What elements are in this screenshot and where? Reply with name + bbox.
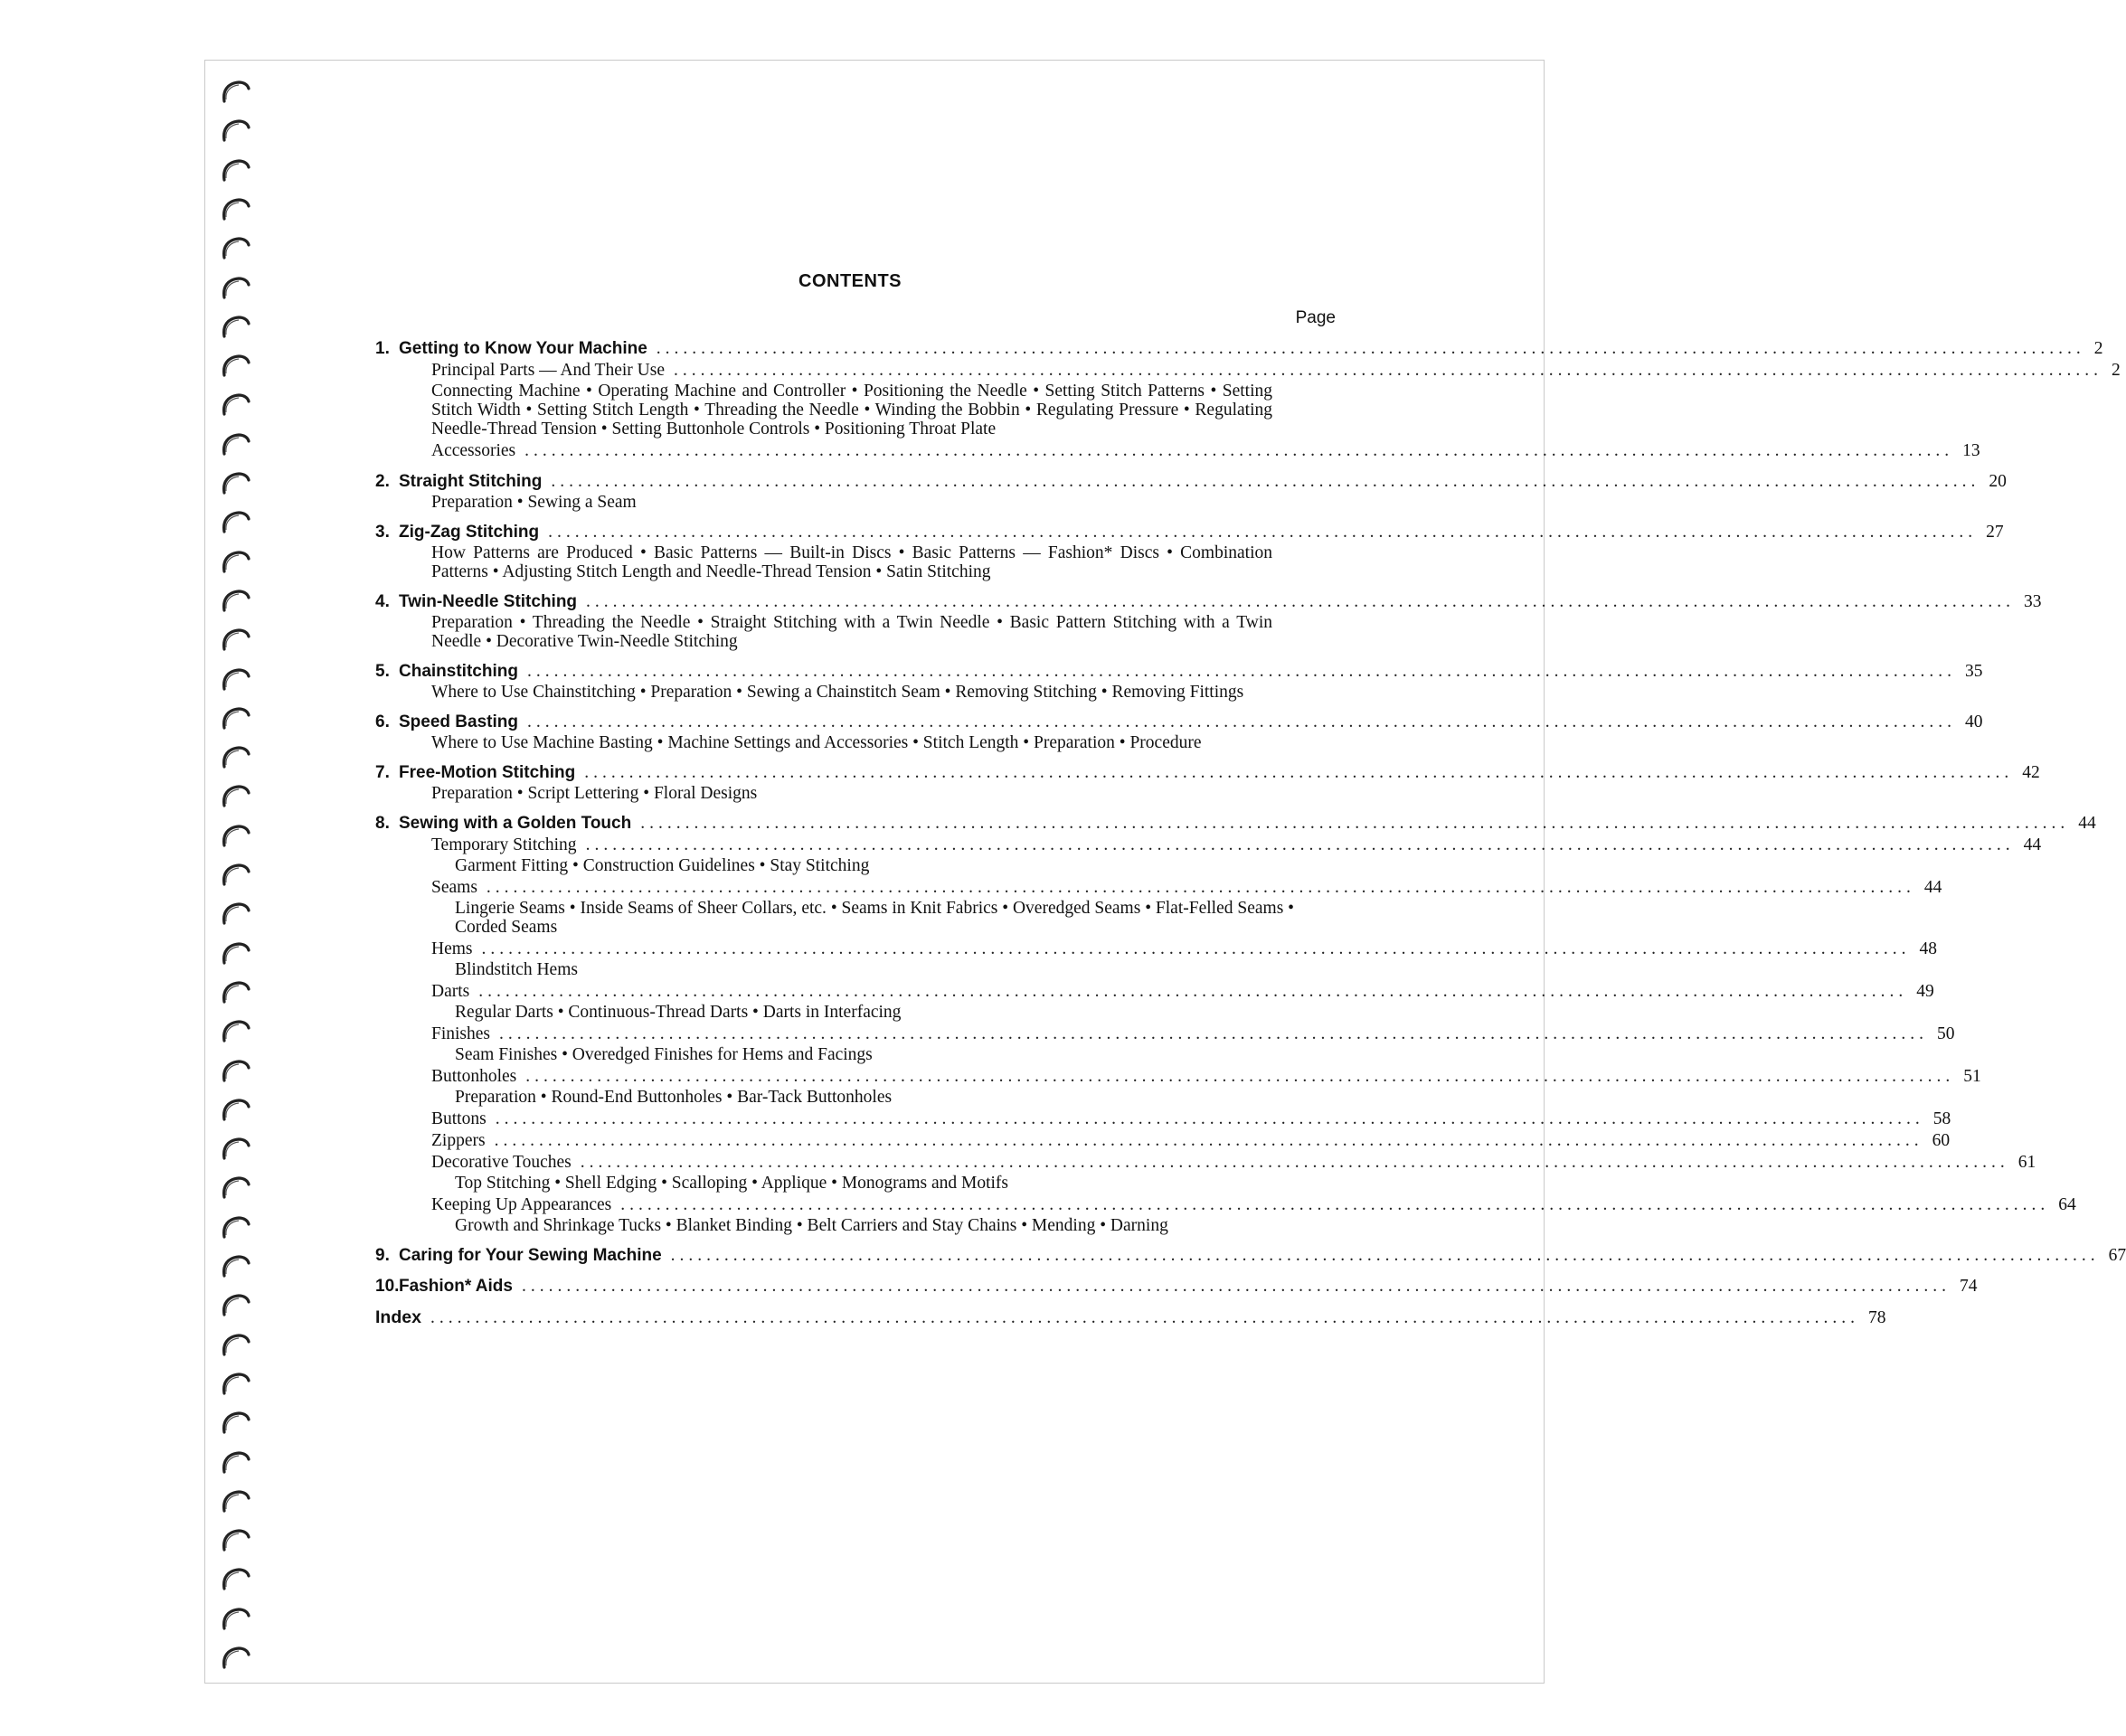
section-title: Keeping Up Appearances xyxy=(431,1195,612,1214)
chapter-number: 8. xyxy=(375,814,390,833)
dot-leader: ................................................................................................................................................................ xyxy=(586,592,2016,611)
chapter-number: 2. xyxy=(375,472,390,491)
toc-description: Preparation • Threading the Needle • Straight Stitching with a Twin Needle • Basic Pattern Stitching with a Twin Needle • Decorative Twin-Needle Stitching xyxy=(431,613,1272,651)
toc-chapter[interactable] xyxy=(375,1246,2126,1266)
page-title: CONTENTS xyxy=(798,271,902,291)
chapter-number: 1. xyxy=(375,339,390,358)
spiral-coil xyxy=(221,1565,251,1592)
spiral-coil xyxy=(221,1135,251,1162)
chapter-title: Twin-Needle Stitching xyxy=(399,592,578,611)
dot-leader: ................................................................................................................................................................ xyxy=(486,878,1915,897)
toc-chapter[interactable] xyxy=(375,814,2096,834)
page-number: 20 xyxy=(1989,472,2007,491)
chapter-title: Caring for Your Sewing Machine xyxy=(399,1246,662,1265)
section-title: Buttonholes xyxy=(431,1067,517,1086)
spiral-coil xyxy=(221,234,251,261)
spiral-coil xyxy=(221,743,251,770)
dot-leader: ................................................................................................................................................................ xyxy=(524,441,1954,460)
toc-chapter[interactable] xyxy=(375,1277,1978,1297)
chapter-number: 4. xyxy=(375,592,390,611)
dot-leader: ................................................................................................................................................................ xyxy=(478,982,1908,1001)
spiral-coil xyxy=(221,626,251,653)
chapter-title: Sewing with a Golden Touch xyxy=(399,814,632,833)
chapter-title: Fashion* Aids xyxy=(399,1277,513,1296)
chapter-number: 5. xyxy=(375,662,390,681)
page-number: 42 xyxy=(2022,763,2040,782)
toc-section[interactable] xyxy=(375,441,1980,461)
spiral-coil xyxy=(221,548,251,575)
toc-description: Growth and Shrinkage Tucks • Blanket Binding • Belt Carriers and Stay Chains • Mending • Darning xyxy=(455,1216,1168,1235)
spiral-coil xyxy=(221,274,251,301)
section-title: Darts xyxy=(431,982,470,1001)
toc-description: Connecting Machine • Operating Machine and Controller • Positioning the Needle • Setting Stitch Patterns • Setting Stitch Width • Setting Stitch Length • Threading the Needle • Winding the Bobbin • Regulating Pressure • Regulating Needle-Thread Tension • Setting Buttonhole Controls • Positioning Throat Plate xyxy=(431,382,1272,439)
page-number: 61 xyxy=(2017,1153,2036,1172)
spiral-coil xyxy=(221,704,251,731)
spiral-coil xyxy=(221,978,251,1005)
toc-chapter[interactable] xyxy=(375,763,2040,783)
spiral-coil xyxy=(221,1096,251,1123)
dot-leader: ................................................................................................................................................................ xyxy=(640,814,2070,833)
spiral-coil xyxy=(221,1526,251,1553)
page-column-header: Page xyxy=(1295,308,1336,327)
toc-chapter[interactable] xyxy=(375,523,2004,542)
dot-leader: ................................................................................................................................................................ xyxy=(620,1195,2050,1214)
page-number: 78 xyxy=(1867,1308,1886,1327)
spiral-coil xyxy=(221,1017,251,1044)
spiral-coil xyxy=(221,587,251,614)
spiral-coil xyxy=(221,1448,251,1476)
toc-description: Lingerie Seams • Inside Seams of Sheer Collars, etc. • Seams in Knit Fabrics • Overedged Seams • Flat-Felled Seams • Corded Seams xyxy=(455,899,1294,937)
spiral-coil xyxy=(221,313,251,340)
page-number: 27 xyxy=(1986,523,2004,542)
spiral-coil xyxy=(221,1409,251,1436)
chapter-title: Free-Motion Stitching xyxy=(399,763,576,782)
spiral-coil xyxy=(221,508,251,535)
toc-section[interactable] xyxy=(375,835,2042,855)
section-title: Hems xyxy=(431,939,473,958)
dot-leader: ................................................................................................................................................................ xyxy=(526,712,1956,731)
toc-section[interactable] xyxy=(375,1131,1951,1151)
dot-leader: ................................................................................................................................................................ xyxy=(674,361,2102,380)
toc-entries xyxy=(375,339,2126,1328)
dot-leader: ................................................................................................................................................................ xyxy=(481,939,1911,958)
toc-chapter[interactable] xyxy=(375,472,2007,492)
toc-description: Preparation • Script Lettering • Floral Designs xyxy=(431,784,758,803)
spiral-coil xyxy=(221,1605,251,1632)
chapter-number: 9. xyxy=(375,1246,390,1265)
spiral-coil xyxy=(221,900,251,927)
spiral-coil xyxy=(221,469,251,496)
dot-leader: ................................................................................................................................................................ xyxy=(526,662,1956,681)
spiral-coil xyxy=(221,195,251,222)
toc-chapter[interactable] xyxy=(375,339,2103,359)
spiral-coil xyxy=(221,1644,251,1671)
chapter-number: 3. xyxy=(375,523,390,542)
dot-leader: ................................................................................................................................................................ xyxy=(580,1153,2009,1172)
spiral-coil xyxy=(221,782,251,809)
page-number: 50 xyxy=(1937,1024,1955,1043)
page-number: 58 xyxy=(1932,1109,1951,1128)
section-title: Buttons xyxy=(431,1109,487,1128)
dot-leader: ................................................................................................................................................................ xyxy=(521,1277,1951,1296)
page-number: 64 xyxy=(2058,1195,2076,1214)
section-title: Accessories xyxy=(431,441,516,460)
chapter-title: Straight Stitching xyxy=(399,472,543,491)
dot-leader: ................................................................................................................................................................ xyxy=(584,763,2014,782)
section-title: Temporary Stitching xyxy=(431,835,577,854)
section-title: Zippers xyxy=(431,1131,486,1150)
toc-description: Garment Fitting • Construction Guidelines • Stay Stitching xyxy=(455,856,870,875)
section-title: Seams xyxy=(431,878,477,897)
spiral-coil xyxy=(221,822,251,849)
page-number: 13 xyxy=(1962,441,1980,460)
spiral-coil xyxy=(221,117,251,144)
page-number: 48 xyxy=(1919,939,1937,958)
spiral-coil xyxy=(221,1174,251,1201)
dot-leader: ................................................................................................................................................................ xyxy=(495,1109,1924,1128)
dot-leader: ................................................................................................................................................................ xyxy=(525,1067,1955,1086)
chapter-number: 7. xyxy=(375,763,390,782)
toc-section[interactable] xyxy=(375,939,1937,959)
toc-section[interactable] xyxy=(375,361,2121,381)
chapter-title: Zig-Zag Stitching xyxy=(399,523,540,542)
page-number: 51 xyxy=(1963,1067,1981,1086)
dot-leader: ................................................................................................................................................................ xyxy=(430,1308,1859,1327)
toc-description: Where to Use Chainstitching • Preparation • Sewing a Chainstitch Seam • Removing Stitching • Removing Fittings xyxy=(431,683,1244,702)
chapter-title: Getting to Know Your Machine xyxy=(399,339,647,358)
page-number: 2 xyxy=(2112,361,2121,380)
dot-leader: ................................................................................................................................................................ xyxy=(656,339,2085,358)
spiral-coil xyxy=(221,665,251,693)
toc-description: How Patterns are Produced • Basic Patterns — Built-in Discs • Basic Patterns — Fashion* Discs • Combination Patterns • Adjusting Stitch Length and Needle-Thread Tension • Satin Stitching xyxy=(431,543,1272,581)
toc-description: Where to Use Machine Basting • Machine Settings and Accessories • Stitch Length • Preparation • Procedure xyxy=(431,733,1202,752)
page-number: 74 xyxy=(1959,1277,1978,1296)
page-number: 44 xyxy=(2078,814,2096,833)
chapter-number: 10. xyxy=(375,1277,400,1296)
dot-leader: ................................................................................................................................................................ xyxy=(499,1024,1929,1043)
spiral-coil xyxy=(221,1370,251,1397)
dot-leader: ................................................................................................................................................................ xyxy=(494,1131,1923,1150)
toc-description: Preparation • Sewing a Seam xyxy=(431,493,637,512)
toc-description: Blindstitch Hems xyxy=(455,960,578,979)
toc-section[interactable] xyxy=(375,1153,2036,1173)
spiral-binding xyxy=(221,78,257,1678)
toc-description: Seam Finishes • Overedged Finishes for Hems and Facings xyxy=(455,1045,873,1064)
toc-section[interactable] xyxy=(375,1195,2076,1215)
spiral-coil xyxy=(221,939,251,967)
spiral-coil xyxy=(221,78,251,105)
page-number: 67 xyxy=(2108,1246,2126,1265)
toc-description: Regular Darts • Continuous-Thread Darts • Darts in Interfacing xyxy=(455,1003,902,1022)
section-title: Decorative Touches xyxy=(431,1153,572,1172)
toc-chapter[interactable] xyxy=(375,712,1983,732)
dot-leader: ................................................................................................................................................................ xyxy=(548,523,1978,542)
toc-section[interactable] xyxy=(375,878,1942,898)
dot-leader: ................................................................................................................................................................ xyxy=(670,1246,2100,1265)
spiral-coil xyxy=(221,1213,251,1241)
table-of-contents xyxy=(375,271,2126,1328)
index-title: Index xyxy=(375,1307,421,1327)
toc-description: Preparation • Round-End Buttonholes • Bar-Tack Buttonholes xyxy=(455,1088,893,1107)
page-number: 35 xyxy=(1964,662,1983,681)
spiral-coil xyxy=(221,1331,251,1358)
spiral-coil xyxy=(221,1252,251,1279)
chapter-title: Chainstitching xyxy=(399,662,518,681)
page-number: 40 xyxy=(1964,712,1983,731)
toc-index[interactable] xyxy=(375,1307,1886,1328)
spiral-coil xyxy=(221,391,251,418)
spiral-coil xyxy=(221,352,251,379)
dot-leader: ................................................................................................................................................................ xyxy=(585,835,2015,854)
toc-chapter[interactable] xyxy=(375,592,2042,612)
chapter-title: Speed Basting xyxy=(399,712,518,731)
page-number: 60 xyxy=(1932,1131,1951,1150)
spiral-coil xyxy=(221,1487,251,1514)
toc-section[interactable] xyxy=(375,1067,1981,1087)
spiral-coil xyxy=(221,156,251,184)
toc-section[interactable] xyxy=(375,1024,1955,1044)
dot-leader: ................................................................................................................................................................ xyxy=(551,472,1980,491)
toc-description: Top Stitching • Shell Edging • Scalloping • Applique • Monograms and Motifs xyxy=(455,1174,1009,1193)
section-title: Finishes xyxy=(431,1024,491,1043)
toc-chapter[interactable] xyxy=(375,662,1983,682)
spiral-coil xyxy=(221,1291,251,1318)
spiral-coil xyxy=(221,1057,251,1084)
spiral-coil xyxy=(221,861,251,888)
page-number: 44 xyxy=(2023,835,2042,854)
page-number: 2 xyxy=(2093,339,2103,358)
toc-section[interactable] xyxy=(375,1109,1951,1129)
page-number: 33 xyxy=(2024,592,2042,611)
section-title: Principal Parts — And Their Use xyxy=(431,361,665,380)
spiral-coil xyxy=(221,430,251,458)
chapter-number: 6. xyxy=(375,712,390,731)
page-number: 49 xyxy=(1916,982,1934,1001)
toc-section[interactable] xyxy=(375,982,1934,1002)
page-number: 44 xyxy=(1923,878,1942,897)
